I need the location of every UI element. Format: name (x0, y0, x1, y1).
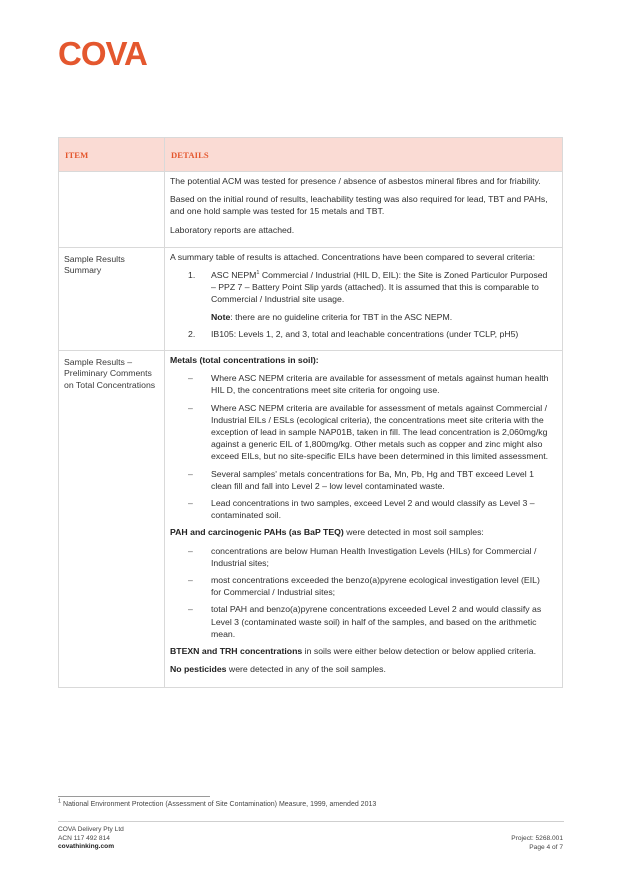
row-details (165, 172, 563, 248)
section-heading: Metals (total concentrations in soil): (170, 355, 319, 366)
list-number: 2. (188, 328, 196, 339)
page-number: Page 4 of 7 (529, 843, 563, 851)
company-website-link[interactable]: covathinking.com (58, 843, 115, 851)
pesticides-paragraph: No pesticides were detected in any of the soil samples. (170, 664, 386, 675)
row-item-label: Sample Results Summary (59, 247, 165, 350)
footer-page-info (511, 835, 563, 852)
footer-company (58, 826, 124, 852)
list-text: ASC NEPM$^1$ Commercial / Industrial (HIL D, EIL): the Site is Zoned Particulor Purposed – PPZ 7 – Battery Point Slip yards (attached). It is assumed that this is comparable to Commercial / Industrial site usage. (211, 270, 548, 305)
list-item: – Where ASC NEPM criteria are available for assessment of metals against human health HIL D, the concentrations meet site criteria for ongoing use. (188, 373, 549, 396)
list-item: – concentrations are below Human Health Investigation Levels (HILs) for Commercial / Industrial sites; (188, 545, 537, 568)
section-heading: PAH and carcinogenic PAHs (as BaP TEQ) were detected in most soil samples: (170, 527, 484, 538)
detail-paragraph: A summary table of results is attached. Concentrations have been compared to several criteria: (170, 251, 536, 262)
footnote-ref[interactable]: 1 (256, 270, 260, 277)
list-item: – Several samples' metals concentrations for Ba, Mn, Pb, Hg and TBT exceed Level 1 clean fill and fall into Level 2 – low level contaminated waste. (188, 468, 534, 491)
detail-paragraph: Based on the initial round of results, leachability testing was also required for lead, TBT and PAHs, and one hold sample was tested for 15 metals and TBT. (170, 194, 548, 217)
footer-divider (58, 821, 564, 822)
list-number: 1. (188, 270, 196, 281)
footnote: $^1$ National Environment Protection (Assessment of Site Contamination) Measure, 1999, amended 2013 (58, 798, 377, 808)
details-column-header: DETAILS (165, 138, 563, 172)
table-row (59, 247, 563, 350)
list-item: – most concentrations exceeded the benzo(a)pyrene ecological investigation level (EIL) for Commercial / Industrial sites; (188, 575, 540, 598)
project-number: Project: 5268.001 (511, 835, 563, 842)
row-item-label (59, 172, 165, 248)
detail-paragraph: The potential ACM was tested for presence / absence of asbestos mineral fibres and for friability. (170, 176, 541, 186)
numbered-item (170, 269, 552, 306)
detail-paragraph: Laboratory reports are attached. (170, 224, 295, 235)
btexn-paragraph: BTEXN and TRH concentrations in soils were either below detection or below applied criteria. (170, 646, 536, 657)
table-row (59, 351, 563, 687)
note: Note: there are no guideline criteria for TBT in the ASC NEPM. (211, 311, 453, 322)
footnote-divider (58, 796, 210, 797)
list-item: – total PAH and benzo(a)pyrene concentrations exceeded Level 2 and would classify as Level 3 (contaminated waste soil) in half of the samples, and based on the arithmetic mean. (188, 604, 542, 639)
item-column-header: ITEM (59, 138, 165, 172)
row-item-label: Sample Results – Preliminary Comments on Total Concentrations (59, 351, 165, 687)
table-header-row (59, 138, 563, 172)
table-row (59, 172, 563, 248)
details-table (58, 137, 563, 688)
numbered-item (170, 328, 552, 340)
list-item: – Lead concentrations in two samples, exceed Level 2 and would classify as Level 3 – contaminated soil. (188, 498, 535, 521)
cova-logo (58, 38, 154, 70)
company-name: COVA Delivery Pty Ltd (58, 826, 124, 833)
list-text: IB105: Levels 1, 2, and 3, total and leachable concentrations (under TCLP, pH5) (211, 328, 519, 339)
row-details (165, 247, 563, 350)
row-details (165, 351, 563, 687)
logo-text: COVA (58, 38, 147, 70)
list-item: – Where ASC NEPM criteria are available for assessment of metals against Commercial / Industrial EILs / ESLs (ecological criteria), the concentrations meet site criteria with the exception of lead in sample NAP01B, taken in fill. The lead concentration is 2,060mg/kg against a generic EIL of 1,800mg/kg. Other metals such as copper and zinc might also exceed EILs, but no site-specific EILs have been determined in this limited assessment. (188, 402, 549, 462)
company-acn: ACN 117 492 814 (58, 834, 110, 842)
